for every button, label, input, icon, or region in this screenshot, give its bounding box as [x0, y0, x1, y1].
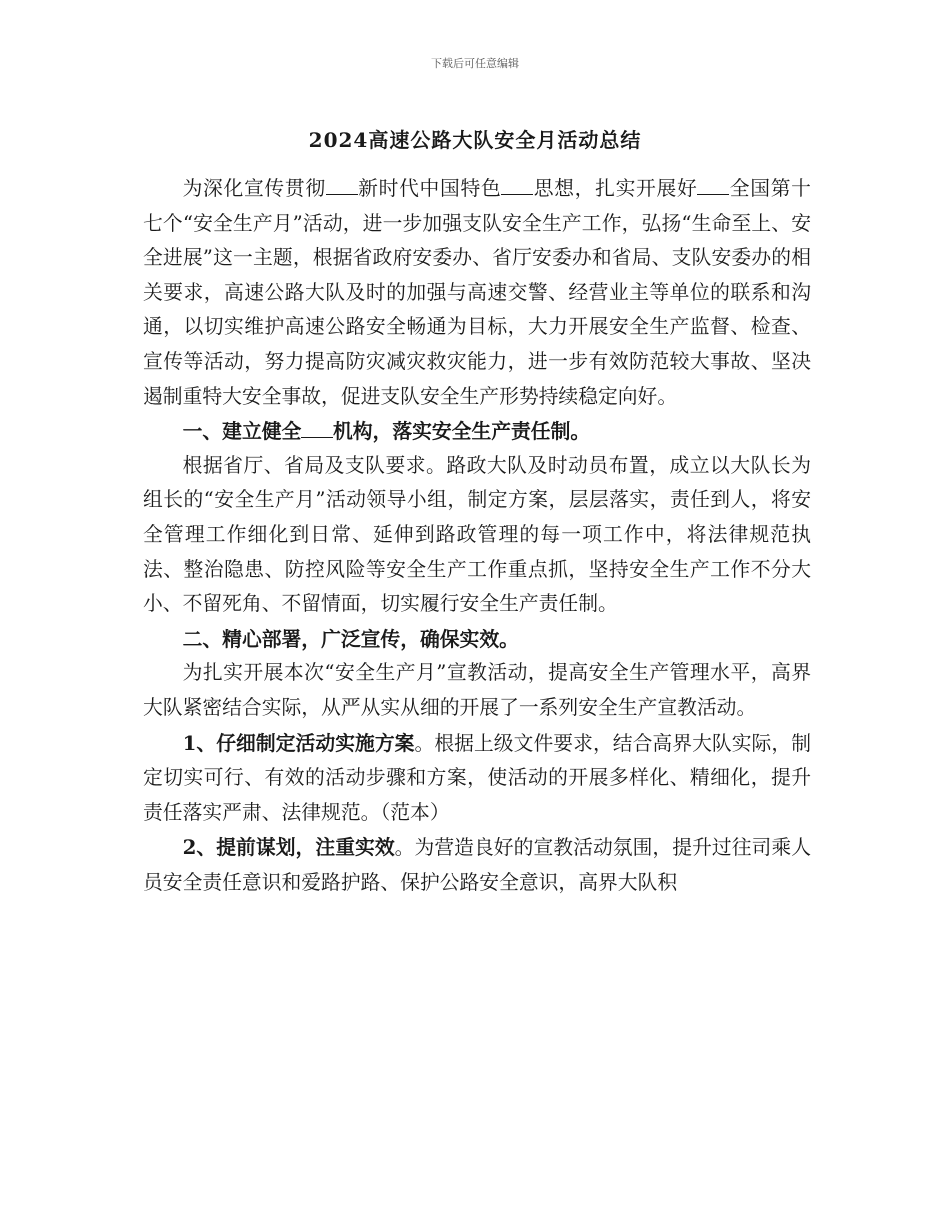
section-heading-1: [143, 414, 811, 449]
section-heading-2: 二、精心部署，广泛宣传，确保实效。: [182, 626, 519, 651]
item2-text: 。为营造良好的宣教活动氛围，提升过往司乘人员安全责任意识和爱路护路、保护公路安全意识，高界大队积: [143, 836, 811, 894]
document-body: [143, 172, 811, 900]
blank-underline: [697, 175, 729, 195]
paragraph-publicity: 为扎实开展本次“安全生产月”宣教活动，提高安全生产管理水平，高界大队紧密结合实际，从严从实从细的开展了一系列安全生产宣教活动。: [143, 661, 811, 719]
blank-underline: [301, 418, 333, 438]
paragraph-item-1: [143, 726, 811, 831]
blank-underline: [326, 175, 358, 195]
document-title: 2024高速公路大队安全月活动总结: [308, 128, 642, 152]
heading1-text-b: 机构，落实安全生产责任制。: [332, 419, 591, 444]
paragraph-intro: [143, 172, 811, 414]
intro-text-c: 思想，扎实开展好: [533, 177, 698, 200]
intro-text-d: 全国第十七个“安全生产月”活动，进一步加强支队安全生产工作，弘扬“生命至上、安全进展”这一主题，根据省政府安委办、省厅安委办和省局、支队安委办的相关要求，高速公路大队及时的加强与高速交警、经营业主等单位的联系和沟通，以切实维护高速公路安全畅通为目标，大力开展安全生产监督、检查、宣传等活动，努力提高防灾减灾救灾能力，进一步有效防范较大事故、坚决遏制重特大安全事故，促进支队安全生产形势持续稳定向好。: [143, 177, 811, 408]
intro-text-a: 为深化宣传贯彻: [182, 177, 326, 200]
intro-text-b: 新时代中国特色: [357, 177, 502, 200]
paragraph-organization: 根据省厅、省局及支队要求。路政大队及时动员布置，成立以大队长为组长的“安全生产月”活动领导小组，制定方案，层层落实，责任到人，将安全管理工作细化到日常、延伸到路政管理的每一项工作中，将法律规范执法、整治隐患、防控风险等安全生产工作重点抓，坚持安全生产工作不分大小、不留死角、不留情面，切实履行安全生产责任制。: [143, 453, 811, 616]
header-note: 下载后可任意编辑: [431, 57, 519, 70]
heading1-text-a: 一、建立健全: [182, 419, 302, 444]
blank-underline: [501, 175, 533, 195]
item2-bold-lead: 2、提前谋划，注重实效: [182, 835, 395, 860]
item1-bold-lead: 1、仔细制定活动实施方案: [182, 730, 415, 755]
paragraph-item-2: [143, 830, 811, 900]
item1-text: 。根据上级文件要求，结合高界大队实际，制定切实可行、有效的活动步骤和方案，使活动的开展多样化、精细化，提升责任落实严肃、法律规范。（范本）: [143, 731, 811, 824]
